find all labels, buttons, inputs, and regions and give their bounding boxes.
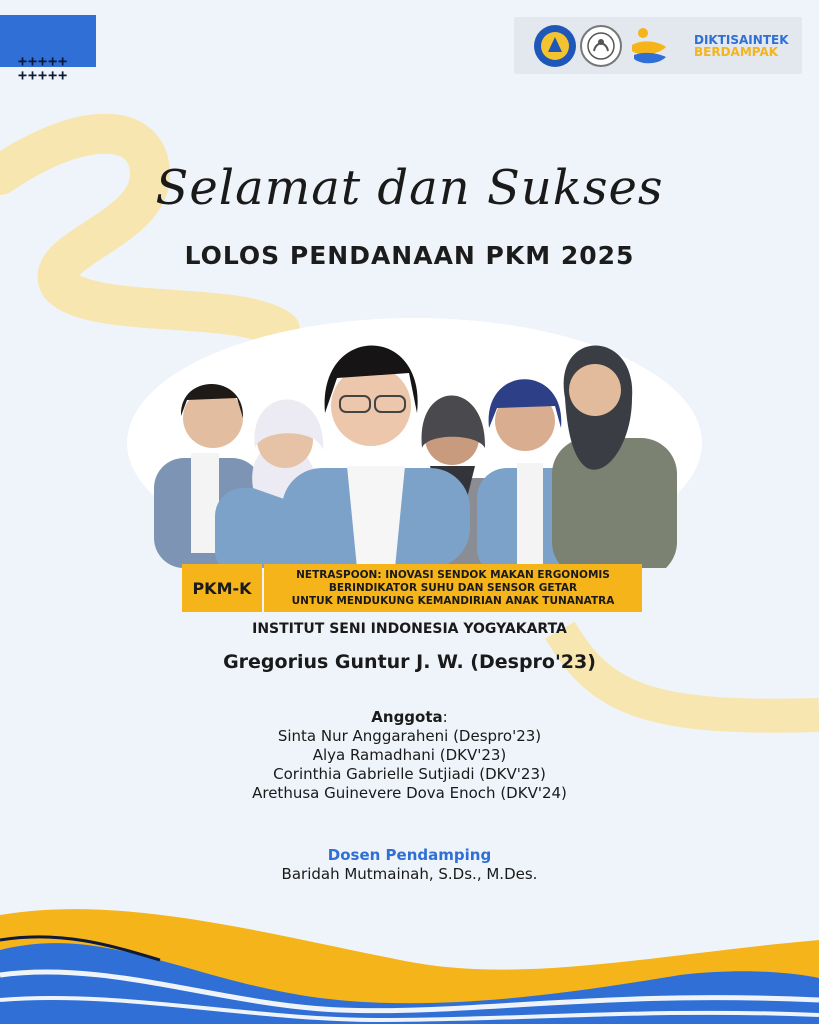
institution-name: INSTITUT SENI INDONESIA YOGYAKARTA <box>252 621 567 637</box>
plus-row: +++++ <box>18 52 69 70</box>
members-heading <box>0 708 819 726</box>
plus-pattern <box>18 54 68 82</box>
members-colon: : <box>442 708 448 726</box>
brand-line-1: DIKTISAINTEK <box>694 33 789 47</box>
team-photo <box>127 318 702 568</box>
members-list <box>0 727 819 803</box>
pkm-category-badge: PKM-K <box>182 564 262 612</box>
member-name: Sinta Nur Anggaraheni (Despro'23) <box>277 727 542 745</box>
members-label: Anggota <box>371 708 443 726</box>
member-name: Corinthia Gabrielle Sutjiadi (DKV'23) <box>273 765 546 783</box>
university-emblem-icon <box>580 25 622 67</box>
member-name: Alya Ramadhani (DKV'23) <box>312 746 507 764</box>
project-title-line: NETRASPOON: INOVASI SENDOK MAKAN ERGONOMIS <box>296 568 610 581</box>
script-title: Selamat dan Sukses <box>155 160 664 216</box>
project-title-line: BERINDIKATOR SUHU DAN SENSOR GETAR <box>328 581 578 594</box>
plus-row: +++++ <box>18 66 69 84</box>
logo-strip <box>514 17 802 74</box>
bottom-waves <box>0 900 819 1024</box>
project-title <box>264 564 642 612</box>
brand-line-2: BERDAMPAK <box>694 45 779 59</box>
diktisaintek-berdampak-icon <box>628 25 670 67</box>
advisor-heading: Dosen Pendamping <box>327 846 492 864</box>
project-title-line: UNTUK MENDUKUNG KEMANDIRIAN ANAK TUNANATRA <box>291 594 615 607</box>
brand-text <box>694 34 789 58</box>
advisor-name: Baridah Mutmainah, S.Ds., M.Des. <box>281 865 538 883</box>
team-member-photo <box>552 346 677 569</box>
kemdiktisaintek-logo-icon <box>534 25 576 67</box>
main-title: LOLOS PENDANAAN PKM 2025 <box>184 241 635 270</box>
team-leader: Gregorius Guntur J. W. (Despro'23) <box>223 651 596 673</box>
member-name: Arethusa Guinevere Dova Enoch (DKV'24) <box>252 784 567 802</box>
